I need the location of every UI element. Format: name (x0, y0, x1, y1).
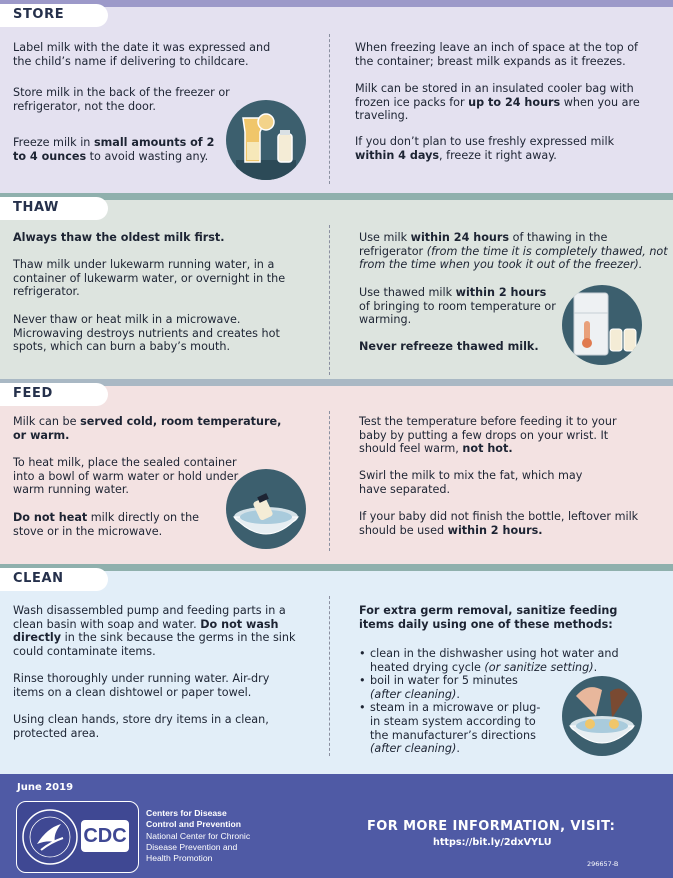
publication-date: June 2019 (17, 782, 74, 793)
store-text-3: Freeze milk in small amounts of 2 to 4 ounces to avoid wasting any. (13, 136, 215, 163)
thaw-text-2: Thaw milk under lukewarm running water, in a container of lukewarm water, or overnight in the refrigerator. (13, 258, 286, 299)
more-info-link[interactable]: https://bit.ly/2dxVYLU (433, 837, 552, 848)
thaw-right-text-3: Never refreeze thawed milk. (359, 340, 539, 353)
feed-text-2: To heat milk, place the sealed container into a bowl of warm water or hold under warm running water. (13, 456, 239, 497)
clean-text-3: Using clean hands, store dry items in a clean, protected area. (13, 713, 269, 740)
publication-code: 296657-B (587, 860, 619, 868)
store-right-text-2: Milk can be stored in an insulated cooler bag with frozen ice packs for up to 24 hours when you are traveling. (355, 82, 640, 123)
feed-divider (329, 411, 330, 551)
sanitize-method-steam: • steam in a microwave or plug-in steam system according to the manufacturer’s directions (after cleaning). (359, 701, 550, 755)
feed-tab (0, 383, 108, 406)
hhs-eagle-seal-icon (21, 808, 79, 866)
thaw-text-1: Always thaw the oldest milk first. (13, 231, 225, 244)
footer (0, 774, 673, 878)
clean-right-heading: For extra germ removal, sanitize feeding items daily using one of these methods: (359, 604, 618, 631)
center-name-line-2: Disease Prevention and (146, 842, 238, 852)
clean-divider (329, 596, 330, 756)
feed-section (0, 379, 673, 569)
cdc-logo: CDC (81, 820, 129, 852)
feed-right-text-2: Swirl the milk to mix the fat, which may have separated. (359, 469, 583, 496)
thaw-heading: THAW (13, 200, 59, 215)
thaw-right-text-1: Use milk within 24 hours of thawing in the refrigerator (from the time it is completely thawed, not from the time when you took it out of the freezer). (359, 231, 668, 272)
sanitize-method-boil: • boil in water for 5 minutes (after cleaning). (359, 674, 530, 701)
breast-pump-bottles-icon (226, 100, 306, 180)
sanitize-method-dishwasher: • clean in the dishwasher using hot water and heated drying cycle (or sanitize setting). (359, 647, 629, 674)
bottle-in-bowl-icon (226, 469, 306, 549)
center-name-line-1: National Center for Chronic (146, 831, 251, 841)
store-text-2: Store milk in the back of the freezer or refrigerator, not the door. (13, 86, 230, 113)
feed-text-1: Milk can be served cold, room temperature, or warm. (13, 415, 282, 442)
feed-right-text-3: If your baby did not finish the bottle, leftover milk should be used within 2 hours. (359, 510, 639, 537)
store-section (0, 0, 673, 196)
cdc-logo-block (16, 801, 139, 873)
clean-tab (0, 568, 108, 591)
store-heading: STORE (13, 7, 65, 22)
refrigerator-bottles-icon (562, 285, 642, 365)
clean-section (0, 564, 673, 774)
org-name-line-2: Control and Prevention (146, 819, 242, 829)
feed-text-3: Do not heat milk directly on the stove or in the microwave. (13, 511, 200, 538)
store-right-text-1: When freezing leave an inch of space at the top of the container; breast milk expands as it freezes. (355, 41, 638, 68)
store-tab (0, 4, 108, 27)
org-name-line-1: Centers for Disease (146, 808, 227, 818)
washing-basin-icon (562, 676, 642, 756)
thaw-section (0, 193, 673, 384)
more-info-heading: FOR MORE INFORMATION, VISIT: (367, 819, 616, 834)
thaw-text-3: Never thaw or heat milk in a microwave. Microwaving destroys nutrients and creates hot spots, which can burn a baby’s mouth. (13, 313, 280, 354)
feed-right-text-1: Test the temperature before feeding it to your baby by putting a few drops on your wrist. It should feel warm, not hot. (359, 415, 617, 456)
store-right-text-3: If you don’t plan to use freshly expressed milk within 4 days, freeze it right away. (355, 135, 615, 162)
clean-heading: CLEAN (13, 571, 64, 586)
center-name-line-3: Health Promotion (146, 853, 213, 863)
thaw-right-text-2: Use thawed milk within 2 hours of bringing to room temperature or warming. (359, 286, 556, 327)
clean-text-2: Rinse thoroughly under running water. Air-dry items on a clean dishtowel or paper towel. (13, 672, 270, 699)
store-text-1: Label milk with the date it was expressed and the child’s name if delivering to childcare. (13, 41, 271, 68)
thaw-divider (329, 225, 330, 375)
feed-heading: FEED (13, 386, 53, 401)
store-divider (329, 34, 330, 184)
thaw-tab (0, 197, 108, 220)
clean-text-1: Wash disassembled pump and feeding parts in a clean basin with soap and water. Do not wash directly in the sink because the germs in the sink could contaminate items. (13, 604, 296, 658)
